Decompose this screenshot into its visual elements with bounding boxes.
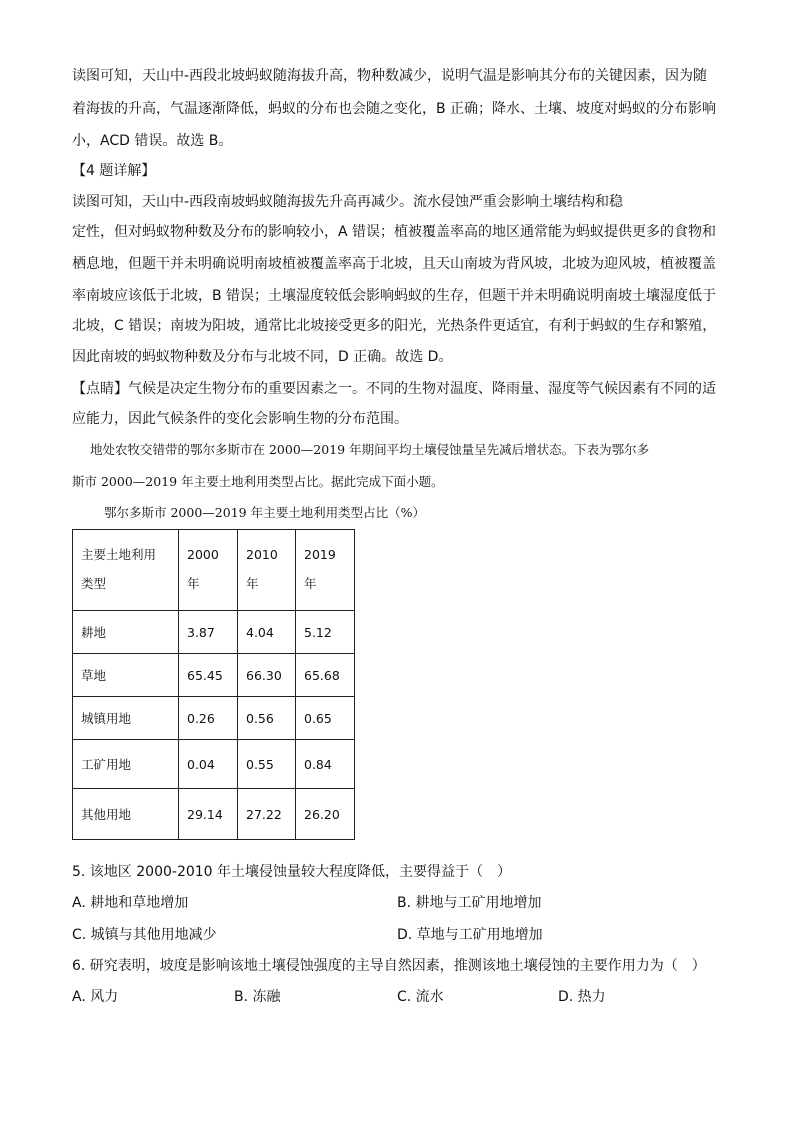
- q5-option-a: A. 耕地和草地增加: [72, 895, 189, 911]
- header-cell-type: [73, 530, 179, 611]
- table-cell: 26.20: [296, 789, 355, 840]
- paragraph-4-line: 定性，但对蚂蚁物种数及分布的影响较小，A 错误；植被覆盖率高的地区通常能为蚂蚁提供更多的食物和: [72, 224, 717, 240]
- table-cell: 工矿用地: [73, 740, 179, 789]
- question-6-stem: 6. 研究表明，坡度是影响该地土壤侵蚀强度的主导自然因素，推测该地土壤侵蚀的主要作用力为（ ）: [72, 958, 706, 974]
- header-text: 类型: [81, 576, 107, 591]
- paragraph-4-line: 北坡，C 错误；南坡为阳坡，通常比北坡接受更多的阳光，光热条件更适宜，有利于蚂蚁的生存和繁殖，: [72, 318, 717, 334]
- table-cell: 5.12: [296, 611, 355, 654]
- table-cell: 4.04: [238, 611, 296, 654]
- table-cell: 0.26: [179, 697, 238, 740]
- header-text: 主要土地利用: [81, 547, 157, 562]
- header-text: 2019: [304, 547, 336, 562]
- q6-option-b: B. 冻融: [234, 989, 281, 1005]
- q5-option-c: C. 城镇与其他用地减少: [72, 927, 217, 943]
- table-cell: 草地: [73, 654, 179, 697]
- table-header-row: [73, 530, 355, 611]
- q6-option-c: C. 流水: [397, 989, 444, 1005]
- header-text: 年: [246, 576, 259, 591]
- header-cell-2010: [238, 530, 296, 611]
- paragraph-4-line: 因此南坡的蚂蚁物种数及分布与北坡不同，D 正确。故选 D。: [72, 349, 453, 365]
- paragraph-3-line: 着海拔的升高，气温逐渐降低，蚂蚁的分布也会随之变化，B 正确；降水、土壤、坡度对蚂蚁的分布影响: [72, 101, 717, 117]
- land-use-table: [72, 529, 355, 840]
- table-cell: 65.68: [296, 654, 355, 697]
- table-row: [73, 789, 355, 840]
- paragraph-4-line: 率南坡应该低于北坡，B 错误；土壤湿度较低会影响蚂蚁的生存，但题干并未明确说明南坡土壤湿度低于: [72, 288, 717, 304]
- paragraph-3-line: 小，ACD 错误。故选 B。: [72, 133, 233, 149]
- header-text: 年: [187, 576, 200, 591]
- paragraph-4-line: 读图可知，天山中-西段南坡蚂蚁随海拔先升高再减少。流水侵蚀严重会影响土壤结构和稳: [72, 194, 624, 210]
- q6-option-d: D. 热力: [558, 989, 606, 1005]
- paragraph-3-line: 读图可知，天山中-西段北坡蚂蚁随海拔升高，物种数减少，说明气温是影响其分布的关键因素，因为随: [72, 68, 708, 84]
- paragraph-4-line: 栖息地，但题干并未明确说明南坡植被覆盖率高于北坡，且天山南坡为背风坡，北坡为迎风坡，植被覆盖: [72, 256, 716, 272]
- table-cell: 29.14: [179, 789, 238, 840]
- intro-line: 地处农牧交错带的鄂尔多斯市在 2000—2019 年期间平均土壤侵蚀量呈先减后增状态。下表为鄂尔多: [90, 442, 650, 457]
- table-cell: 65.45: [179, 654, 238, 697]
- table-cell: 耕地: [73, 611, 179, 654]
- table-cell: 3.87: [179, 611, 238, 654]
- table-cell: 0.84: [296, 740, 355, 789]
- header-text: 2010: [246, 547, 278, 562]
- tip-line: 应能力，因此气候条件的变化会影响生物的分布范围。: [72, 411, 408, 427]
- table-title: 鄂尔多斯市 2000—2019 年主要土地利用类型占比（%）: [104, 505, 425, 520]
- table-row: [73, 654, 355, 697]
- header-cell-2019: [296, 530, 355, 611]
- header-cell-2000: [179, 530, 238, 611]
- table-cell: 0.55: [238, 740, 296, 789]
- q5-option-d: D. 草地与工矿用地增加: [397, 927, 543, 943]
- table-cell: 其他用地: [73, 789, 179, 840]
- table-cell: 0.65: [296, 697, 355, 740]
- table-cell: 0.56: [238, 697, 296, 740]
- tip-line: 【点睛】气候是决定生物分布的重要因素之一。不同的生物对温度、降雨量、湿度等气候因素有不同的适: [72, 381, 716, 397]
- question-4-heading: 【4 题详解】: [72, 163, 156, 179]
- header-text: 年: [304, 576, 317, 591]
- table-cell: 城镇用地: [73, 697, 179, 740]
- q5-option-b: B. 耕地与工矿用地增加: [397, 895, 542, 911]
- table-cell: 0.04: [179, 740, 238, 789]
- table-row: [73, 697, 355, 740]
- intro-line: 斯市 2000—2019 年主要土地利用类型占比。据此完成下面小题。: [72, 474, 444, 489]
- table-row: [73, 611, 355, 654]
- table-cell: 27.22: [238, 789, 296, 840]
- table-cell: 66.30: [238, 654, 296, 697]
- table-row: [73, 740, 355, 789]
- header-text: 2000: [187, 547, 219, 562]
- q6-option-a: A. 风力: [72, 989, 119, 1005]
- question-5-stem: 5. 该地区 2000-2010 年土壤侵蚀量较大程度降低，主要得益于（ ）: [72, 864, 512, 880]
